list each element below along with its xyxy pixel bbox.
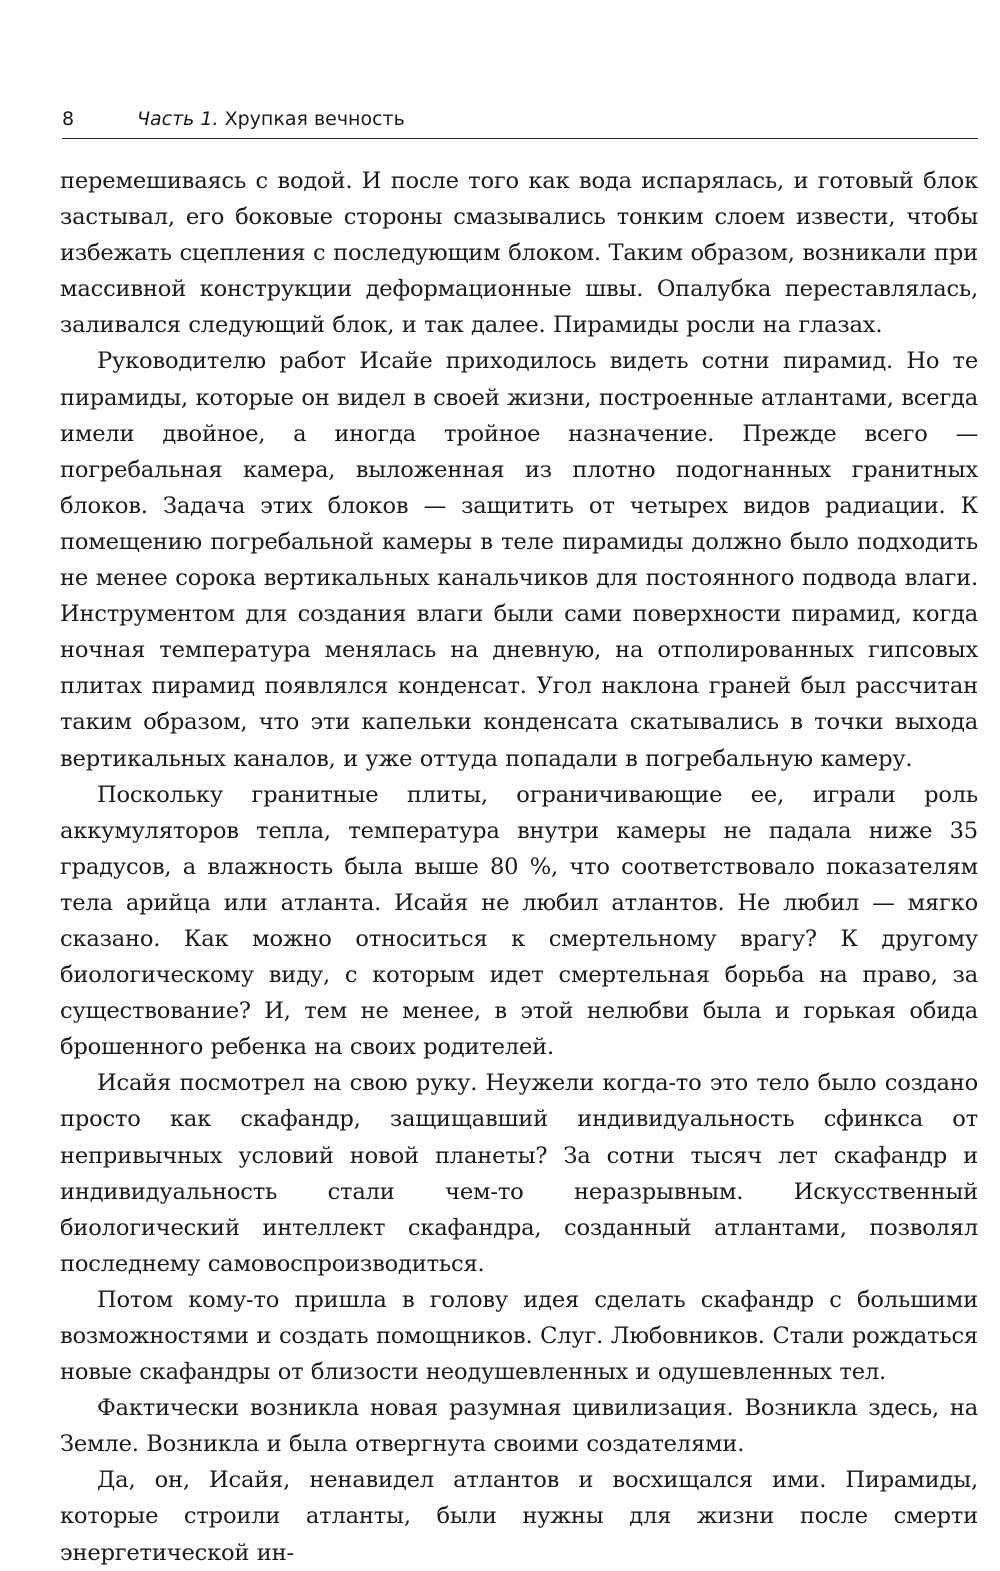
paragraph: Исайя посмотрел на свою руку. Неужели когда-то это тело было создано просто как скафандр, защищавший индивидуальность сфинкса от непривычных условий новой планеты? За сотни тысяч лет скафандр и индивидуальность стали чем-то неразрывным. Искусственный биологический интеллект скафандра, созданный атлантами, позволял последнему самовоспроизводиться.: [60, 1070, 978, 1277]
body-text: [60, 163, 978, 1571]
paragraph: Да, он, Исайя, ненавидел атлантов и восхищался ими. Пирамиды, которые строили атланты, были нужны для жизни после смерти энергетической ин-: [60, 1467, 978, 1566]
paragraph: Руководителю работ Исайе приходилось видеть сотни пирамид. Но те пирамиды, которые он видел в своей жизни, построенные атлантами, всегда имели двойное, а иногда тройное назначение. Прежде всего — погребальная камера, выложенная из плотно подогнанных гранитных блоков. Задача этих блоков — защитить от четырех видов радиации. К помещению погребальной камеры в теле пирамиды должно было подходить не менее сорока вертикальных канальчиков для постоянного подвода влаги. Инструментом для создания влаги были сами поверхности пирамид, когда ночная температура менялась на дневную, на отполированных гипсовых плитах пирамид появлялся конденсат. Угол наклона граней был рассчитан таким образом, что эти капельки конденсата скатывались в точки выхода вертикальных каналов, и уже оттуда попадали в погребальную камеру.: [60, 348, 978, 772]
page-number: 8: [62, 108, 75, 130]
book-part-title: Хрупкая вечность: [224, 108, 405, 130]
paragraph: Потом кому-то пришла в голову идея сделать скафандр с большими возможностями и создать помощников. Слуг. Любовников. Стали рождаться новые скафандры от близости неодушевленных и одушевленных тел.: [60, 1286, 978, 1386]
paragraph: Поскольку гранитные плиты, ограничивающие ее, играли роль аккумуляторов тепла, температура внутри камеры не падала ниже 35 градусов, а влажность была выше 80 %, что соответствовало показателям тела арийца или атланта. Исайя не любил атлантов. Не любил — мягко сказано. Как можно относиться к смертельному врагу? К другому биологическому виду, с которым идет смертельная борьба на право, за существование? И, тем не менее, в этой нелюбви была и горькая обида брошенного ребенка на своих родителей.: [60, 781, 978, 1061]
part-label: Часть 1.: [137, 108, 219, 130]
paragraph: Фактически возникла новая разумная цивилизация. Возникла здесь, на Земле. Возникла и была отвергнута своими создателями.: [60, 1395, 978, 1458]
running-header: [62, 104, 978, 139]
paragraph: перемешиваясь с водой. И после того как вода испарялась, и готовый блок застывал, его боковые стороны смазывались тонким слоем извести, чтобы избежать сцепления с последующим блоком. Таким образом, возникали при массивной конструкции деформационные швы. Опалубка переставлялась, заливался следующий блок, и так далее. Пирамиды росли на глазах.: [60, 168, 978, 339]
